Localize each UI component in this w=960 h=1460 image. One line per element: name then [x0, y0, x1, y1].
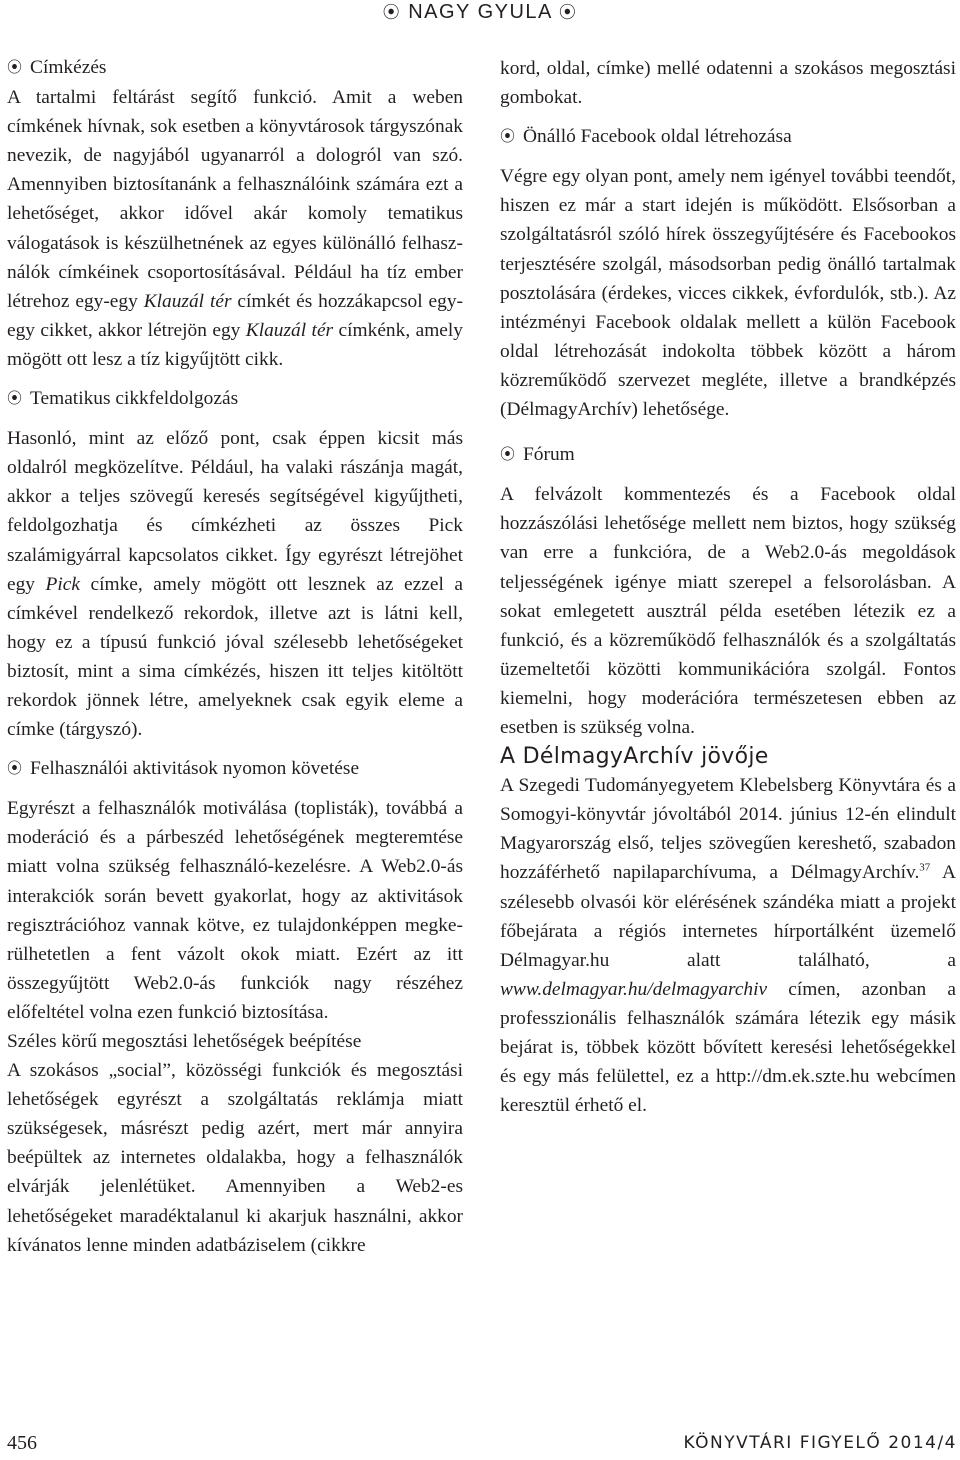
section-heading: ⦿ Fórum [500, 444, 575, 466]
right-column [500, 54, 956, 1120]
running-header [0, 0, 960, 24]
footnote-ref: 37 [919, 861, 931, 874]
paragraph: Egyrészt a felhasználók motiválása (toplisták), továbbá a moderáció és a párbeszéd lehetőségének megteremtése miatt volna szükség felhasználó-kezelésre. A Web2.0-ás interakciók során bevett gyakorlat, hogy az aktivitások regisztrációhoz vannak kötve, ez tulajdonképpen megkerülhetetlen a fent vázolt okok miatt. Ezért az itt összegyűjtött Web2.0-ás funkciók nagy részéhez előfeltétel volna ezen funkció biztosítása. [7, 798, 463, 1023]
bullet-icon: ⦿ [500, 445, 516, 464]
paragraph: Hasonló, mint az előző pont, csak éppen kicsit más oldalról megközelítve. Például, ha valaki rászánja magát, akkor a teljes szövegű keresés segítségével kigyűjtheti, feldolgozhatja és címkézheti az összes Pick szalámigyárral kapcsolatos cikket. Így egyrészt létrejöhet egy Pick címke, amely mögött ott lesznek az ezzel a címkével rendelkező rekordok, illetve azt is látni kell, hogy ez a típusú funkció jóval szélesebb lehetőségeket biztosít, mint a sima címkézés, hiszen itt teljes kitöltött rekordok jönnek létre, amelyeknek csak egyik eleme a címke (tárgyszó). [7, 428, 463, 741]
bullet-icon: ⦿ [500, 127, 516, 146]
ornament-icon: ⦿ [558, 3, 578, 22]
paragraph: kord, oldal, címke) mellé odatenni a szokásos megosztási gombokat. [500, 58, 956, 109]
page-footer [7, 1428, 957, 1458]
journal-name: KÖNYVTÁRI FIGYELŐ 2014/4 [683, 1433, 957, 1453]
section-heading: ⦿ Felhasználói aktivitások nyomon követése [7, 758, 360, 780]
paragraph: A tartalmi feltárást segítő funkció. Amit a weben címkének hívnak, sok esetben a könyvtárosok tárgyszónak nevezik, de nagyjából ugyanarról a dologról van szó. Amennyiben biztosítanánk a felhasználóink számára ezt a lehetőséget, akkor idővel akár komoly tematikus válogatások is készülhetnének az egyes különálló felhasználók címkéinek csoportosításával. Például ha tíz ember létrehoz egy-egy Klauzál tér címkét és hozzákapcsol egy-egy cikket, akkor létrejön egy Klauzál tér címkénk, amely mögött ott lesz a tíz kigyűjtött cikk. [7, 87, 463, 370]
section-heading: ⦿ Önálló Facebook oldal létrehozása [500, 126, 792, 148]
section-heading: ⦿ Címkézés [7, 57, 107, 78]
paragraph: A felvázolt kommentezés és a Facebook oldal hozzászólási lehetősége mellett nem biztos, hogy szükség van erre a funkcióra, de a Web2.0-ás megoldások teljességének igénye miatt szerepel a felsorolásban. A sokat emlegetett ausztrál példa esetében létezik ez a funkció, és a közreműködő felhasználók és a szolgáltatás üzemeltetői közötti kommunikációra szolgál. Fontos kiemelni, hogy moderációra természetesen ebben az esetben is szükség volna. [500, 484, 956, 738]
section-heading: ⦿ Tematikus cikkfeldolgozás [7, 388, 239, 410]
paragraph: A Szegedi Tudományegyetem Klebelsberg Könyvtára és a Somogyi-könyvtár jóvoltából 2014. június 12-én elindult Magyarország első, teljes szövegűen kereshető, szabadon hozzáférhető napilaparchívuma, a DélmagyArchív.$^{37}$ A szélesebb olvasói kör elérésének szándéka miatt a projekt főbejárata a régiós internetes hírportálként üzemelő Délmagyar.hu alatt található, a www.delmagyar.hu/delmagyarchiv címen, azonban a professzionális felhasználók számára létezik egy másik bejárat is, többek között bővített keresési lehetőségekkel és egy más felülettel, ez a http://dm.ek.szte.hu webcímen keresztül érhető el. [500, 775, 956, 1117]
page-number: 456 [7, 1432, 37, 1454]
bullet-icon: ⦿ [7, 759, 23, 778]
paragraph: A szokásos „social”, közösségi funkciók és megosztási lehetőségek egyrészt a szolgáltatás reklámja miatt szükségesek, másrészt pedig azért, mert már annyira beépültek az internetes oldalakba, hogy a felhasználók elvárják jelenlétüket. Amennyiben a Web2-es lehetőségeket maradéktalanul ki akarjuk használni, akkor kívánatos lenne minden adatbáziselem (cikkre [7, 1060, 463, 1256]
chapter-heading: A DélmagyArchív jövője [500, 744, 769, 770]
paragraph: Végre egy olyan pont, amely nem igényel további teendőt, hiszen ez már a start idején is működött. Elsősorban a szolgáltatásról szóló hírek összegyűjtésére és Facebookos terjesztésére szolgál, másodsorban pedig önálló tartalmak posztolására (érdekes, vicces cikkek, évfordulók, stb.). Az intézményi Facebook oldalak mellett a külön Facebook oldal létrehozását indokolta többek között a három közreműködő szervezet megléte, illetve a brandképzés (DélmagyArchív) lehetősége. [500, 166, 956, 421]
left-column [7, 53, 463, 1260]
header-author: NAGY GYULA [408, 1, 552, 23]
bullet-icon: ⦿ [7, 58, 23, 76]
ornament-icon: ⦿ [382, 3, 402, 22]
subsection-heading: Széles körű megosztási lehetőségek beépítése [7, 1031, 362, 1052]
bullet-icon: ⦿ [7, 389, 23, 408]
